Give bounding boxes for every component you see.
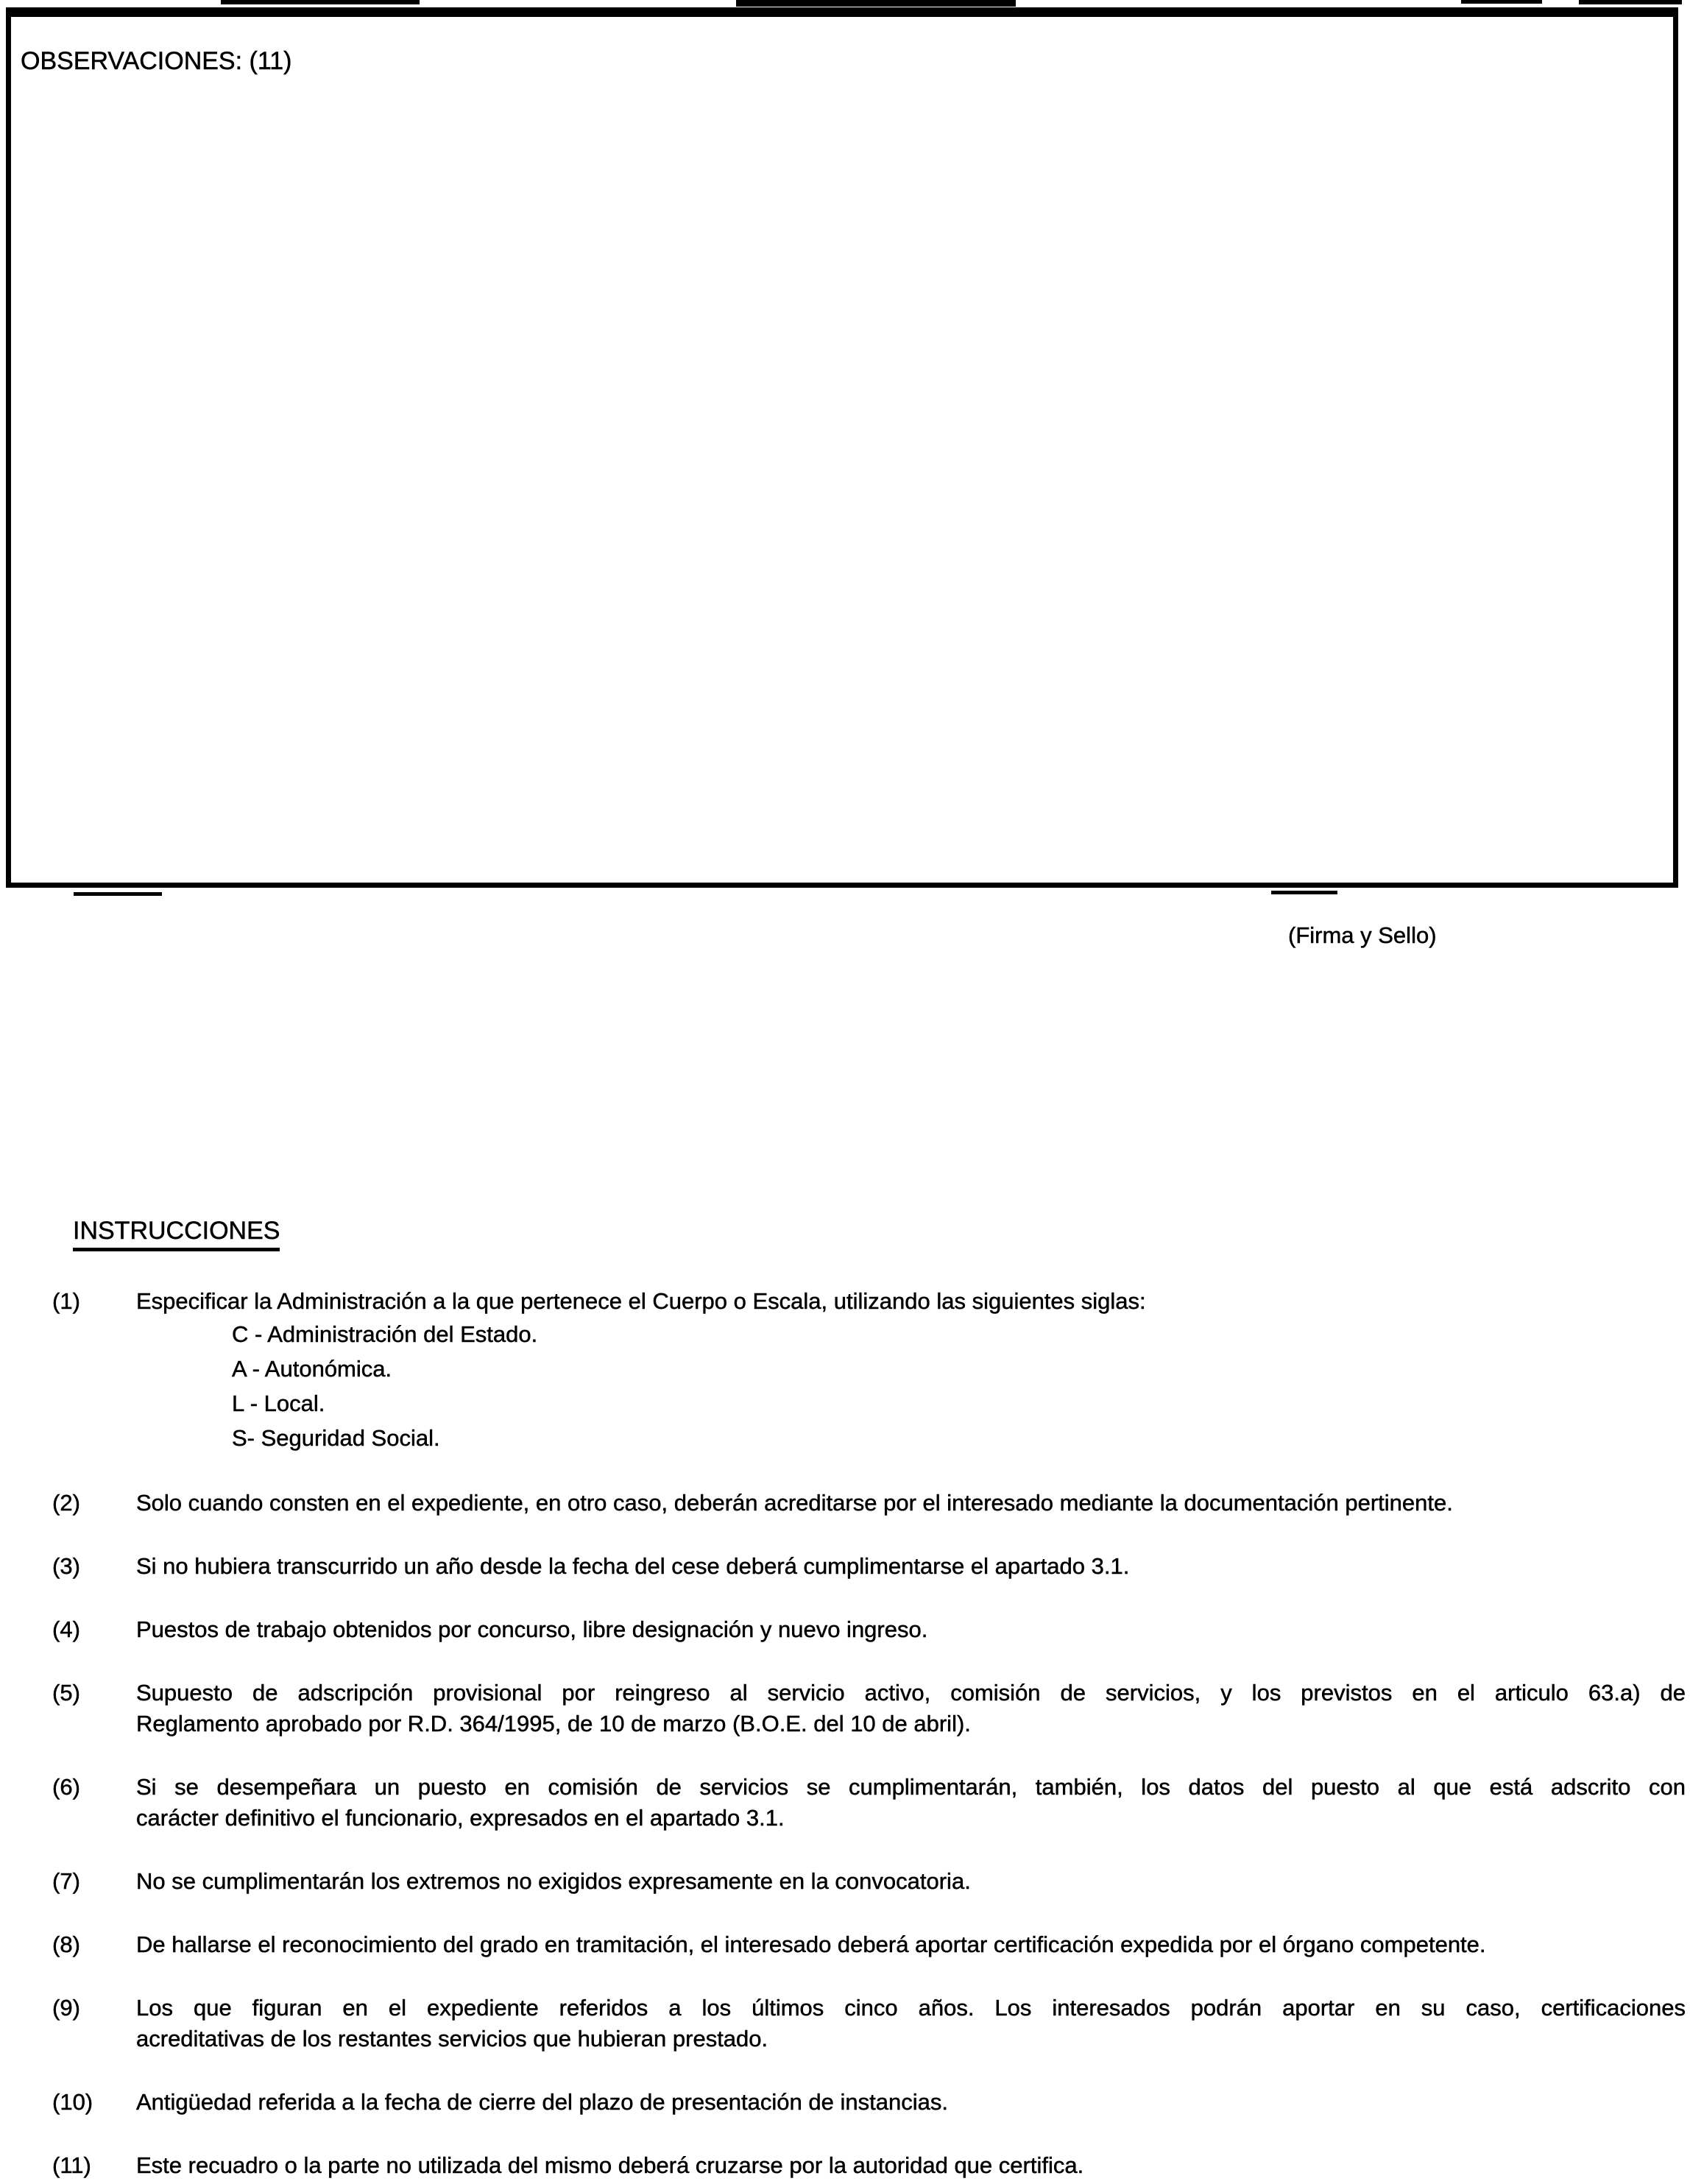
instruction-number: (4) (52, 1616, 80, 1642)
instruction-item (52, 1286, 1686, 1455)
instruction-item (52, 2150, 1686, 2181)
instruction-line: Especificar la Administración a la que pertenece el Cuerpo o Escala, utilizando las siguientes siglas: (136, 1288, 1146, 1314)
scan-artifact (74, 892, 162, 896)
instruction-line: Este recuadro o la parte no utilizada del mismo deberá cruzarse por la autoridad que certifica. (136, 2152, 1084, 2178)
instruction-number: (7) (52, 1868, 80, 1894)
instruction-item (52, 1614, 1686, 1645)
instruction-text (136, 1929, 1686, 1960)
instruction-line: Reglamento aprobado por R.D. 364/1995, de 10 de marzo (B.O.E. del 10 de abril). (136, 1711, 971, 1736)
instruction-line: Si se desempeñara un puesto en comisión de servicios se cumplimentarán, también, los datos del puesto al que está adscrito con (136, 1774, 1686, 1800)
instruction-text (136, 2150, 1686, 2181)
instruction-line: De hallarse el reconocimiento del grado en tramitación, el interesado deberá aportar certificación expedida por el órgano competente. (136, 1932, 1486, 1957)
instruction-item (52, 1866, 1686, 1897)
instruction-line: Supuesto de adscripción provisional por reingreso al servicio activo, comisión de servicios, y los previstos en el articulo 63.a) de (136, 1680, 1686, 1706)
scan-artifact (736, 0, 1016, 7)
instruction-text (136, 1993, 1686, 2054)
instruction-item (52, 2087, 1686, 2118)
instruction-text (136, 1678, 1686, 1739)
instruction-item (52, 1551, 1686, 1582)
scan-artifact (1461, 0, 1542, 4)
scan-artifact (1271, 891, 1337, 894)
instruction-number: (1) (52, 1288, 80, 1314)
instruction-line: No se cumplimentarán los extremos no exigidos expresamente en la convocatoria. (136, 1868, 971, 1894)
instruction-text (136, 1772, 1686, 1834)
instruction-line: Los que figuran en el expediente referidos a los últimos cinco años. Los interesados podrán aportar en su caso, certificaciones (136, 1995, 1686, 2021)
instruction-text (136, 1866, 1686, 1897)
instruction-item (52, 1488, 1686, 1519)
instruction-line: Puestos de trabajo obtenidos por concurso, libre designación y nuevo ingreso. (136, 1616, 928, 1642)
instructions-heading: INSTRUCCIONES (73, 1216, 280, 1251)
instruction-item (52, 1993, 1686, 2054)
instruction-line: Solo cuando consten en el expediente, en otro caso, deberán acreditarse por el interesado mediante la documentación pertinente. (136, 1490, 1453, 1516)
instruction-number: (3) (52, 1553, 80, 1579)
instruction-text (136, 1614, 1686, 1645)
instruction-number: (10) (52, 2089, 93, 2115)
instruction-number: (11) (52, 2152, 91, 2178)
instruction-subline: C - Administración del Estado. (232, 1321, 538, 1347)
scan-artifact (221, 0, 420, 4)
instruction-number: (8) (52, 1932, 80, 1957)
observations-label: OBSERVACIONES: (11) (21, 47, 292, 75)
instruction-text (136, 1488, 1686, 1519)
instruction-subline: S- Seguridad Social. (232, 1425, 440, 1451)
instruction-line: carácter definitivo el funcionario, expresados en el apartado 3.1. (136, 1805, 785, 1831)
signature-stamp-caption: (Firma y Sello) (1288, 922, 1437, 948)
observations-box (6, 7, 1678, 888)
instruction-number: (2) (52, 1490, 80, 1516)
instruction-number: (9) (52, 1995, 80, 2021)
instruction-item (52, 1772, 1686, 1834)
instructions-list (52, 1286, 1686, 2184)
instruction-text (136, 2087, 1686, 2118)
scan-artifact (1579, 0, 1682, 4)
instruction-text (136, 1286, 1686, 1455)
instruction-number: (6) (52, 1774, 80, 1800)
instruction-number: (5) (52, 1680, 80, 1706)
instruction-line: Antigüedad referida a la fecha de cierre del plazo de presentación de instancias. (136, 2089, 948, 2115)
instruction-subline: L - Local. (232, 1390, 325, 1416)
instruction-line: Si no hubiera transcurrido un año desde la fecha del cese deberá cumplimentarse el apartado 3.1. (136, 1553, 1130, 1579)
instruction-subline: A - Autonómica. (232, 1356, 392, 1382)
instruction-item (52, 1929, 1686, 1960)
instruction-item (52, 1678, 1686, 1739)
instruction-line: acreditativas de los restantes servicios que hubieran prestado. (136, 2026, 768, 2052)
instruction-text (136, 1551, 1686, 1582)
